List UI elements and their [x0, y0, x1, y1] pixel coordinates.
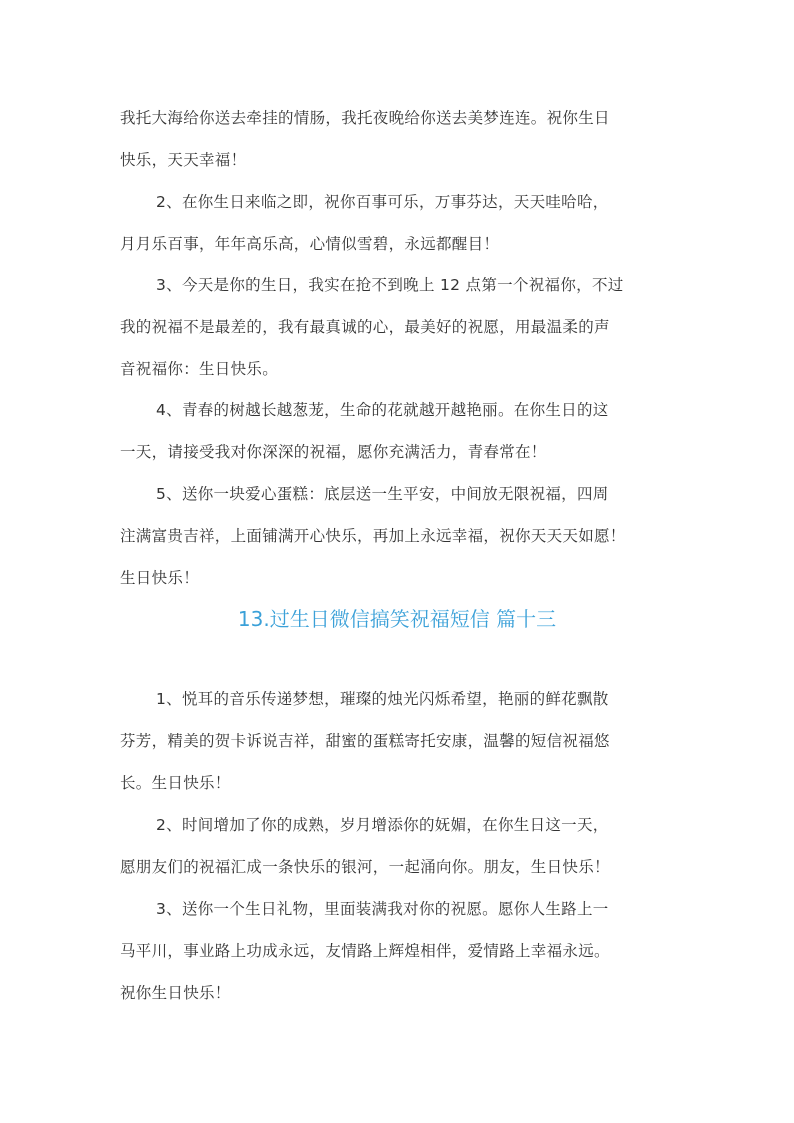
text-line: 我托大海给你送去牵挂的情肠，我托夜晚给你送去美梦连连。祝你生日	[120, 109, 610, 127]
text-line: 我的祝福不是最差的，我有最真诚的心，最美好的祝愿，用最温柔的声	[120, 318, 610, 336]
text-line: 快乐，天天幸福！	[120, 151, 247, 169]
text-line: 月月乐百事，年年高乐高，心情似雪碧，永远都醒目！	[120, 235, 500, 253]
text-line: 生日快乐！	[120, 569, 200, 587]
wish-item-2: 2、时间增加了你的成熟，岁月增添你的妩媚，在你生日这一天，	[156, 816, 609, 834]
text-line: 音祝福你：生日快乐。	[120, 360, 279, 378]
text-line: 芬芳，精美的贺卡诉说吉祥，甜蜜的蛋糕寄托安康，温馨的短信祝福悠	[120, 732, 610, 750]
text-line: 长。生日快乐！	[120, 774, 231, 792]
section-heading: 13.过生日微信搞笑祝福短信 篇十三	[237, 607, 557, 631]
wish-item-5: 5、送你一块爱心蛋糕：底层送一生平安，中间放无限祝福，四周	[156, 485, 609, 503]
wish-item-1: 1、悦耳的音乐传递梦想，璀璨的烛光闪烁希望，艳丽的鲜花飘散	[156, 690, 609, 708]
text-line: 马平川，事业路上功成永远，友情路上辉煌相伴，爱情路上幸福永远。	[120, 942, 610, 960]
wish-item-4: 4、青春的树越长越葱茏，生命的花就越开越艳丽。在你生日的这	[156, 401, 609, 419]
text-line: 愿朋友们的祝福汇成一条快乐的银河，一起涌向你。朋友，生日快乐！	[120, 858, 610, 876]
text-line: 一天，请接受我对你深深的祝福，愿你充满活力，青春常在！	[120, 443, 547, 461]
text-line: 祝你生日快乐！	[120, 984, 231, 1002]
wish-item-3: 3、今天是你的生日，我实在抢不到晚上 12 点第一个祝福你，不过	[156, 276, 624, 294]
wish-item-3: 3、送你一个生日礼物，里面装满我对你的祝愿。愿你人生路上一	[156, 900, 609, 918]
text-line: 注满富贵吉祥，上面铺满开心快乐，再加上永远幸福，祝你天天天如愿！	[120, 527, 626, 545]
wish-item-2: 2、在你生日来临之即，祝你百事可乐，万事芬达，天天哇哈哈，	[156, 193, 609, 211]
